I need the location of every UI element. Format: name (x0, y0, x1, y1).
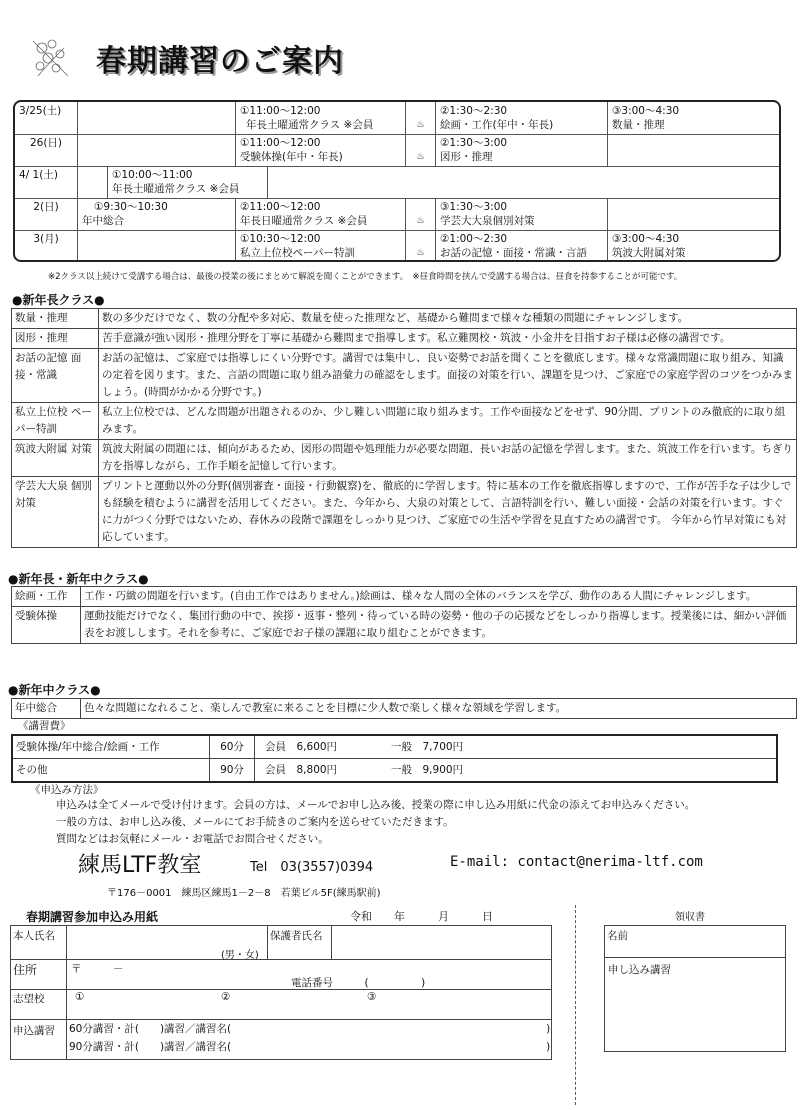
schedule-slot: ②11:00～12:00 年長日曜通常クラス ※会員 (235, 198, 405, 230)
receipt-box: 名前 申し込み講習 (604, 925, 786, 1052)
cut-line (575, 905, 576, 1105)
form-row-course: 申込講習 60分講習・計( )講習／講習名( ) 90分講習・計( )講習／講習名( ) (11, 1019, 551, 1059)
schedule-slot: ③3:00～4:30 筑波大附属対策 (607, 230, 777, 260)
fees-table (11, 734, 778, 783)
schedule-date: 3(月) (33, 233, 59, 245)
lunch-icon: ♨ (405, 134, 435, 166)
schedule-date: 2(日) (33, 201, 59, 213)
schedule-slot: ③1:30～3:00 学芸大大泉個別対策 (435, 198, 607, 230)
fees-heading: 《講習費》 (18, 720, 71, 732)
schedule-slot: ①9:30～10:30 年中総合 (77, 198, 235, 230)
schedule-date: 4/ 1(土) (19, 169, 58, 181)
schedule-row (15, 102, 779, 135)
table-row: 学芸大大泉 個別対策 プリントと運動以外の分野(個別審査・面接・行動観察)を、徹底的に学習します。特に基本の工作を徹底指導しますので、工作が苦手な子は少しでも経験を積むように講習を活用してください。また、今年から、大泉の対策として、言語特訓を行い、難しい面接・会話の対策を行います。すぐに力がつく分野ではないため、春休みの段階で課題をしっかり見つけ、ご家庭での生活や学習を見直すための講習です。 今年から竹早対策にも対応しています。 (12, 477, 797, 548)
table-row: 受験体操/年中総合/絵画・工作 60分 会員 6,600円 一般 7,700円 (12, 735, 777, 759)
form-row-name: 本人氏名 (男・女) 保護者氏名 (11, 926, 551, 960)
page-title: 春期講習のご案内 (96, 44, 344, 79)
form-row-school: 志望校 ① ② ③ (11, 989, 551, 1020)
table-row: 筑波大附属 対策 筑波大附属の問題には、傾向があるため、図形の問題や処理能力が必要な問題、長いお話の記憶を学習します。また、筑波工作を行います。ちぎり方を指導しながら、工作手順を記憶して行います。 (12, 440, 797, 477)
schedule-slot: ②1:30～2:30 絵画・工作(年中・年長) (435, 102, 607, 134)
table-row: その他 90分 会員 8,800円 一般 9,900円 (12, 759, 777, 783)
section-heading-both: ●新年長・新年中クラス● (8, 572, 149, 586)
nenchu-table (11, 698, 797, 719)
receipt-title: 領収書 (675, 912, 705, 923)
schedule-table (13, 100, 781, 262)
schedule-slot: ①10:00～11:00 年長土曜通常クラス ※会員 (107, 166, 267, 198)
postal-field[interactable]: 〒 － (71, 963, 124, 975)
application-form (10, 925, 552, 1060)
form-title: 春期講習参加申込み用紙 (26, 910, 159, 924)
phone-field[interactable]: 電話番号 ( ) (291, 977, 426, 989)
section-heading-nenchu: ●新年中クラス● (8, 683, 101, 697)
schedule-slot: ②1:00～2:30 お話の記憶・面接・常識・言語 (435, 230, 607, 260)
address: 〒176－0001 練馬区練馬1－2－8 若葉ビル5F(練馬駅前) (107, 888, 381, 899)
table-row: 数量・推理 数の多少だけでなく、数の分配や多対応、数量を使った推理など、基礎から難問まで様々な種類の問題にチャレンジします。 (12, 309, 797, 329)
schedule-row (15, 134, 779, 167)
course-60-field[interactable]: 60分講習・計( )講習／講習名( ) (69, 1023, 551, 1035)
phone-number: Tel 03(3557)0394 (250, 860, 374, 875)
apply-line: 申込みは全てメールで受け付けます。会員の方は、メールでお申し込み後、授業の際に申し込み用紙に代金の添えてお申込みください。 (56, 799, 696, 811)
table-row: 図形・推理 苦手意識が強い図形・推理分野を丁寧に基礎から難問まで指導します。私立難関校・筑波・小金井を目指すお子様は必修の講習です。 (12, 329, 797, 349)
schedule-note: ※2クラス以上続けて受講する場合は、最後の授業の後にまとめて解説を聞くことができます。 ※昼食時間を挟んで受講する場合は、昼食を持参することが可能です。 (48, 272, 683, 282)
lunch-icon: ♨ (405, 198, 435, 230)
schedule-date: 26(日) (29, 137, 63, 149)
table-row: 絵画・工作 工作・巧緻の問題を行います。(自由工作ではありません。)絵画は、様々な人間の全体のバランスを学び、動作のある人間にチャレンジします。 (12, 587, 797, 607)
lunch-icon: ♨ (405, 102, 435, 134)
both-table (11, 586, 797, 644)
schedule-row (15, 166, 779, 199)
email-address: E-mail: contact@nerima-ltf.com (450, 854, 703, 870)
nencho-table (11, 308, 797, 548)
table-row: お話の記憶 面接・常識 お話の記憶は、ご家庭では指導しにくい分野です。講習では集中し、良い姿勢でお話を聞くことを徹底します。様々な常識問題に取り組み、知識の定着を図ります。また、言語の問題に取り組み語彙力の確認をします。面接の対策を行い、課題を見つけ、ご家庭での家庭学習のコツをつかみましょう。(時間がかかる分野です。) (12, 349, 797, 403)
table-row: 受験体操 運動技能だけでなく、集団行動の中で、挨拶・返事・整列・待っている時の姿勢・他の子の応援などをしっかり指導します。授業後には、細かい評価表をお渡しします。それを参考に、ご家庭でお子様の課題に取り組むことができます。 (12, 607, 797, 644)
schedule-slot: ①11:00～12:00 年長土曜通常クラス ※会員 (235, 102, 405, 134)
school-name: 練馬LTF教室 (78, 853, 202, 878)
schedule-slot: ②1:30～3:00 図形・推理 (435, 134, 607, 166)
flower-illustration (28, 36, 74, 80)
form-row-address: 住所 〒 － 電話番号 ( ) (11, 959, 551, 990)
schedule-date: 3/25(土) (19, 105, 62, 117)
guardian-name-field[interactable]: 保護者氏名 (267, 926, 325, 959)
lunch-icon: ♨ (405, 230, 435, 260)
form-date: 令和 年 月 日 (350, 910, 493, 923)
apply-heading: 《申込み方法》 (30, 784, 104, 796)
schedule-slot: ③3:00～4:30 数量・推理 (607, 102, 777, 134)
schedule-row (15, 230, 779, 260)
schedule-slot: ①11:00～12:00 受験体操(年中・年長) (235, 134, 405, 166)
course-90-field[interactable]: 90分講習・計( )講習／講習名( ) (69, 1041, 551, 1053)
table-row: 年中総合 色々な問題になれること、楽しんで教室に来ることを目標に少人数で楽しく様々な領域を学習します。 (12, 699, 797, 719)
section-heading-nencho: ●新年長クラス● (12, 293, 105, 307)
table-row: 私立上位校 ペーパー特訓 私立上位校では、どんな問題が出題されるのか、少し難しい問題に取り組みます。工作や面接などをせず、90分間、プリントのみ徹底的に取り組みます。 (12, 403, 797, 440)
apply-line: 質問などはお気軽にメール・お電話でお問合せください。 (56, 833, 329, 845)
apply-line: 一般の方は、お申し込み後、メールにてお手続きのご案内を送らせていただきます。 (56, 816, 454, 828)
schedule-row (15, 198, 779, 231)
schedule-slot: ①10:30～12:00 私立上位校ペーパー特訓 (235, 230, 405, 260)
